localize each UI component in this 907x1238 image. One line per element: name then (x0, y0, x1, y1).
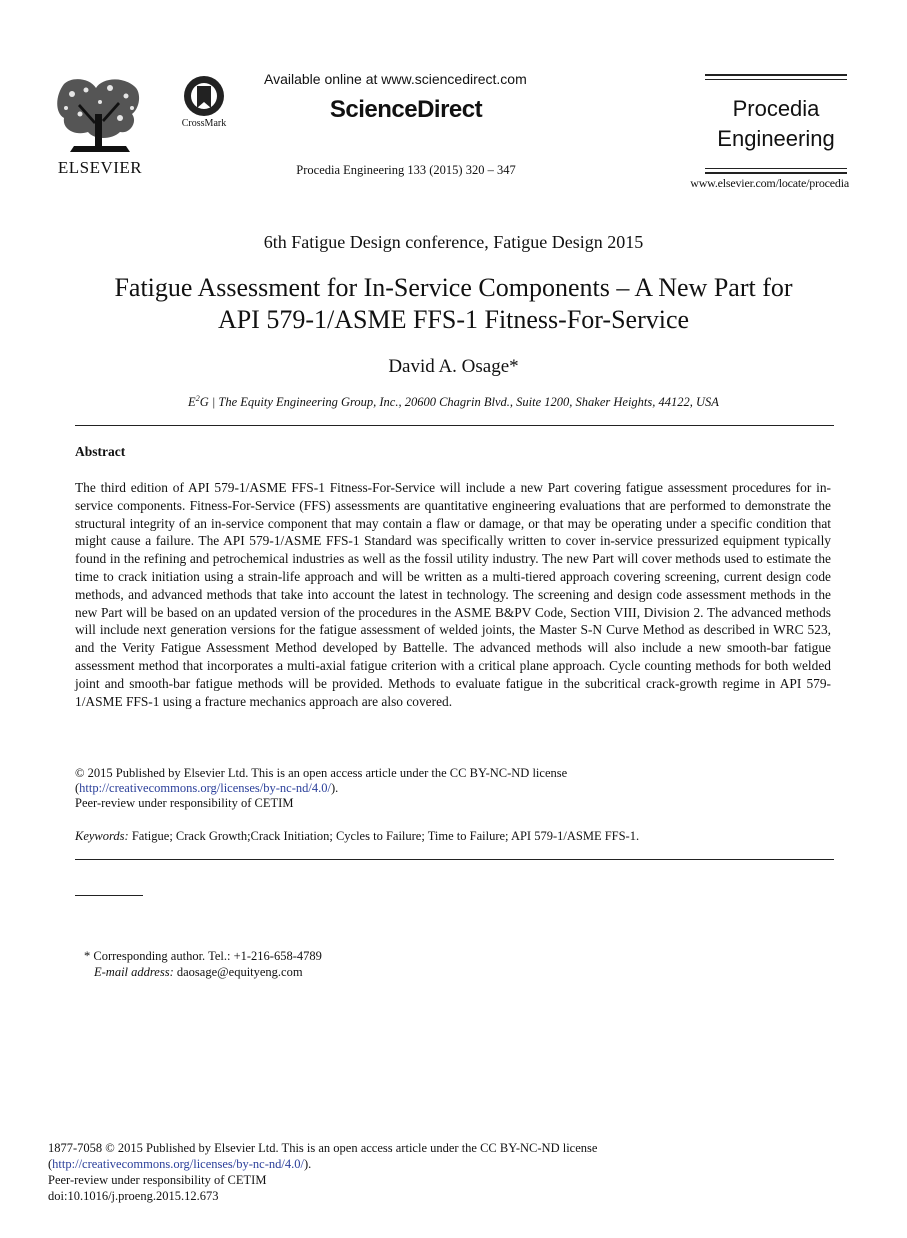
article-title (60, 272, 847, 336)
license-notice (75, 766, 831, 811)
peer-review-line: Peer-review under responsibility of CETIM (75, 796, 294, 810)
available-online-text: Available online at www.sciencedirect.com (264, 71, 527, 87)
email-address[interactable]: daosage@equityeng.com (173, 965, 303, 979)
author-affiliation (0, 394, 907, 410)
page-footer (48, 1140, 848, 1204)
license-link[interactable]: http://creativecommons.org/licenses/by-nc-nd/4.0/ (79, 781, 331, 795)
conference-name: 6th Fatigue Design conference, Fatigue Design 2015 (263, 232, 644, 252)
license-paren-close: ). (330, 781, 339, 795)
footer-paren-close: ). (303, 1157, 312, 1171)
keywords-text: Fatigue; Crack Growth;Crack Initiation; Cycles to Failure; Time to Failure; API 579-1/ASME FFS-1. (128, 829, 640, 843)
keywords-label: Keywords: (75, 829, 129, 843)
keywords-line (75, 829, 831, 844)
author-name: David A. Osage (388, 356, 510, 377)
abstract-text: The third edition of API 579-1/ASME FFS-1 Fitness-For-Service will include a new Part covering fatigue assessment procedures for in-service components. Fitness-For-Service (FFS) assessments are quantitative engineering evaluations that are performed to demonstrate the structural integrity of an in-service component that may contain a flaw or damage, or that may be operating under a specific condition that might cause a failure. The API 579-1/ASME FFS-1 Standard was specifically written to cover in-service pressurized equipment typically found in the refining and petrochemical industries as well as the fossil utility industry. The new Part will cover methods used to estimate the time to crack initiation using a strain-life approach and will be written as a multi-tiered approach covering screening, current design code methods, and advanced methods that take into account the latest in technology. The screening and design code assessment methods in the new Part will be based on an updated version of the procedures in the ASME B&PV Code, Section VIII, Division 2. The advanced methods will include next generation versions for the fatigue assessment of welded joints, the Master S-N Curve Method as described in WRC 523, and the Verity Fatigue Assessment Method developed by Battelle. The advanced methods will also include a new smooth-bar fatigue assessment method that incorporates a multi-axial fatigue criterion with a critical plane approach. Cycle counting methods for both welded joint and smooth-bar fatigue methods will be provided. Methods to evaluate fatigue in the subcritical crack-growth regime in API 579-1/ASME FFS-1 using a fracture mechanics approach are also covered. (75, 480, 831, 709)
journal-brand-title (705, 94, 847, 154)
journal-brand-top-rule (705, 74, 847, 76)
footnote-rule (75, 895, 143, 896)
journal-brand-top-rule-thin (705, 79, 847, 80)
affiliation-e: E (188, 395, 196, 410)
corresponding-author-email-line (84, 964, 322, 980)
abstract-heading: Abstract (75, 444, 126, 459)
footer-link-line (48, 1156, 848, 1172)
license-link-line (75, 781, 831, 796)
publisher-name: ELSEVIER (57, 158, 143, 177)
affiliation-text: | The Equity Engineering Group, Inc., 20600 Chagrin Blvd., Suite 1200, Shaker Heights, 44122, USA (208, 395, 719, 410)
journal-brand-line1: Procedia (732, 96, 820, 121)
article-title-line2: API 579-1/ASME FFS-1 Fitness-For-Service (217, 305, 690, 334)
section-divider-top (75, 425, 834, 426)
sciencedirect-logo-text: ScienceDirect (329, 96, 483, 123)
journal-url-link[interactable]: www.elsevier.com/locate/procedia (690, 176, 849, 190)
footer-paren-open: ( (48, 1157, 53, 1171)
affiliation-g: G (199, 395, 209, 410)
journal-citation: Procedia Engineering 133 (2015) 320 – 347 (296, 163, 516, 177)
article-title-line1: Fatigue Assessment for In-Service Components – A New Part for (114, 273, 793, 302)
journal-brand-line2: Engineering (717, 126, 835, 151)
license-paren-open: ( (75, 781, 80, 795)
footer-license-link[interactable]: http://creativecommons.org/licenses/by-nc-nd/4.0/ (52, 1157, 304, 1171)
footer-doi[interactable]: doi:10.1016/j.proeng.2015.12.673 (48, 1189, 219, 1203)
corresponding-author-footnote (84, 948, 322, 980)
author-line (0, 356, 907, 378)
crossmark-label: CrossMark (181, 118, 227, 129)
author-footnote-mark[interactable]: * (509, 356, 519, 377)
journal-brand-bottom-rule (705, 172, 847, 174)
email-label: E-mail address: (94, 965, 174, 979)
footer-peer-review: Peer-review under responsibility of CETIM (48, 1173, 267, 1187)
footer-issn-line: 1877-7058 © 2015 Published by Elsevier Ltd. This is an open access article under the CC BY-NC-ND license (48, 1141, 598, 1155)
affiliation-superscript: 2 (195, 394, 200, 403)
journal-brand-bottom-rule-thin (705, 168, 847, 169)
corresponding-author-tel: * Corresponding author. Tel.: +1-216-658-4789 (84, 949, 322, 963)
section-divider-bottom (75, 859, 834, 860)
license-line: © 2015 Published by Elsevier Ltd. This is an open access article under the CC BY-NC-ND license (75, 766, 568, 780)
